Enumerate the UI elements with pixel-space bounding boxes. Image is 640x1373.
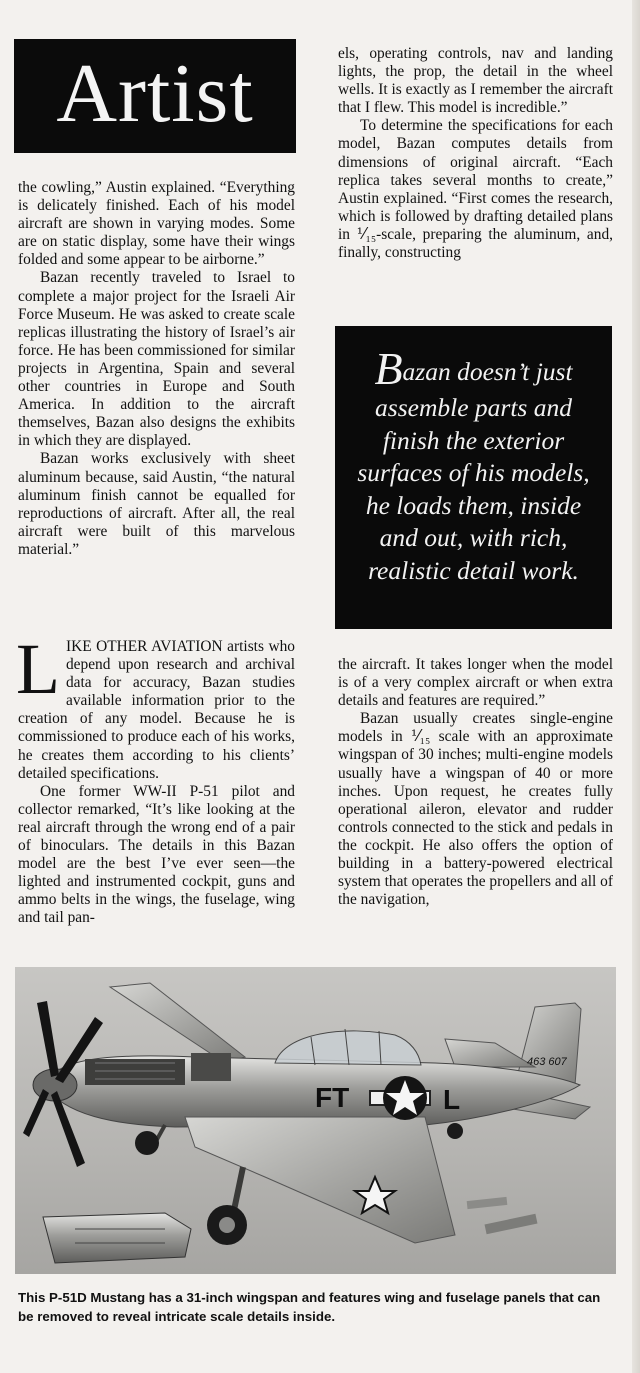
left-column-top [18,179,295,559]
paragraph: Bazan works exclusively with sheet aluminum because, said Austin, “the natural aluminum finish cannot be equalled for reproductions of aircraft. After all, the real aircraft were built of this marvelous material.” [18,450,295,558]
paragraph: els, operating controls, nav and landing lights, the prop, the detail in the wheel wells. It is exactly as I remember the aircraft that I flew. This model is incredible.” [338,45,613,117]
article-title-box [14,39,296,153]
aircraft-model-photo [15,967,616,1274]
right-column-bottom [338,656,613,909]
pull-quote [335,326,612,629]
fuselage-code-left: FT [315,1082,350,1113]
right-column-top [338,45,613,262]
pull-quote-drop-letter: B [374,343,403,394]
lead-in-caps: IKE OTHER AVIATION artists [65,638,264,655]
left-column-bottom [16,629,295,928]
pull-quote-text: azan doesn’t just assemble parts and finish the exterior surfaces of his models, he loads them, inside and out, with rich, realistic detail work. [357,357,590,585]
article-title: Artist [56,47,254,140]
tail-number: 463 607 [527,1056,567,1068]
fuselage-code-right: L [443,1084,461,1115]
paragraph-with-dropcap [16,629,295,783]
paragraph: the aircraft. It takes longer when the model is of a very complex aircraft or when extra details and features are required.” [338,656,613,710]
paragraph: Bazan usually creates single-engine models in ⅟₁₅ scale with an approximate wingspan of 30 inches; multi-engine models usually have a wingspan of 40 or more inches. Upon request, he creates fully operational aileron, elevator and rudder controls connected to the stick and pedals in the cockpit. He also offers the option of building in a battery-powered electrical system that operates the propellers and all of the navigation, [338,710,613,909]
photo-caption: This P-51D Mustang has a 31-inch wingspan and features wing and fuselage panels that can be removed to reveal intricate scale details inside. [18,1290,601,1324]
paragraph-text: who depend upon research and archival data for accuracy, Bazan studies available information prior to the creation of any model. Because he is commissioned to produce each of his works, he creates them according to his clients’ detailed specifications. [18,638,295,782]
p51-mustang-model-image [15,967,616,1274]
drop-cap: L [16,629,60,709]
paragraph: To determine the specifications for each model, Bazan computes details from dimensions of original aircraft. “Each replica takes several months to create,” Austin explained. “First comes the research, which is followed by drafting detailed plans in ⅟₁₅-scale, preparing the aluminum, and, finally, constructing [338,117,613,262]
paragraph: Bazan recently traveled to Israel to complete a major project for the Israeli Air Force Museum. He was asked to create scale replicas illustrating the history of Israel’s air force. He has been commissioned for similar projects in Argentina, Spain and several other countries in Europe and South America. In addition to the aircraft themselves, Bazan also designs the exhibits in which they are displayed. [18,269,295,450]
paragraph: the cowling,” Austin explained. “Everything is delicately finished. Each of his model aircraft are shown in varying modes. Some are on static display, some have their wings folded and some appear to be airborne.” [18,179,295,269]
page-edge [632,0,640,1373]
paragraph: One former WW-II P-51 pilot and collector remarked, “It’s like looking at the real aircraft through the wrong end of a pair of binoculars. The details in this Bazan model are the best I’ve ever seen—the lighted and instrumented cockpit, guns and ammo belts in the wings, the fuselage, wing and tail pan- [18,782,295,927]
